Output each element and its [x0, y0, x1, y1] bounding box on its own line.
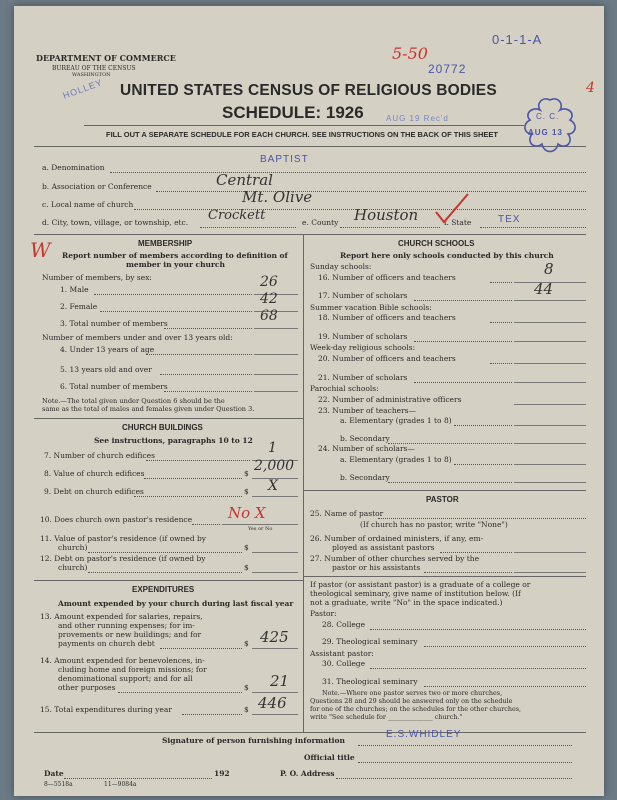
po-address-label: P. O. Address — [280, 769, 335, 778]
church-name-value: Mt. Olive — [242, 188, 313, 206]
schools-heading: CHURCH SCHOOLS — [398, 239, 475, 248]
q11-dollar: $ — [244, 543, 249, 552]
expenditures-sub: Amount expended by your church during last fiscal year — [58, 599, 294, 608]
q23a-label: a. Elementary (grades 1 to 8) — [340, 416, 452, 425]
signature-label: Signature of person furnishing information — [162, 736, 345, 745]
pastor-note-4: write "See schedule for ______________ church." — [310, 713, 463, 721]
membership-sub-2: member in your church — [126, 260, 225, 269]
q8-value: 2,000 — [254, 458, 295, 474]
q6-dots — [164, 391, 252, 392]
bureau-name: BUREAU OF THE CENSUS — [52, 65, 136, 72]
pastor-note-2: Questions 28 and 29 should be answered only on the schedule — [310, 697, 513, 705]
header-rule-bottom — [34, 146, 586, 147]
q30-label: 30. College — [322, 659, 366, 668]
buildings-heading: CHURCH BUILDINGS — [122, 423, 203, 432]
section-rule — [34, 234, 586, 235]
q31-dots — [424, 686, 586, 687]
assistant-label: Assistant pastor: — [310, 649, 374, 658]
graduate-line-2: theological seminary, give name of institution below. (If — [310, 589, 521, 598]
q8-dollar: $ — [244, 469, 249, 478]
denomination-value: BAPTIST — [260, 154, 309, 165]
q2-label: 2. Female — [60, 302, 98, 311]
q14-line-4: other purposes — [58, 683, 116, 692]
column-divider — [303, 234, 304, 732]
q24b-dots — [388, 482, 512, 483]
association-label: b. Association or Conference — [42, 182, 152, 191]
q12-dots — [88, 572, 242, 573]
q2-dots — [100, 311, 252, 312]
membership-note-1: Note.—The total given under Question 6 should be the — [42, 397, 225, 405]
q29-label: 29. Theological seminary — [322, 637, 418, 646]
q19-dots — [414, 341, 512, 342]
q22-line — [514, 404, 586, 405]
membership-note-2: same as the total of males and females given under Question 3. — [42, 405, 255, 413]
q13-dots — [160, 648, 242, 649]
q23a-dots — [454, 425, 512, 426]
graduate-line-1: If pastor (or assistant pastor) is a graduate of a college or — [310, 580, 531, 589]
q12-label-2: church) — [58, 563, 88, 572]
q28-label: 28. College — [322, 620, 366, 629]
flower-stamp-bottom: AUG 13 — [528, 128, 563, 137]
q9-value: X — [268, 478, 278, 494]
q25-hint: (If church has no pastor, write "None") — [360, 520, 508, 529]
date-label: Date — [44, 769, 64, 778]
print-code: 11—9084a — [104, 781, 137, 788]
q5-line — [254, 374, 298, 375]
q10-dots — [192, 524, 220, 525]
department-name: DEPARTMENT OF COMMERCE — [36, 53, 176, 63]
q14-value: 21 — [270, 672, 290, 690]
q9-label: 9. Debt on church edifices — [44, 487, 144, 496]
q21-dots — [414, 382, 512, 383]
q18-dots — [490, 322, 512, 323]
q22-label: 22. Number of administrative officers — [318, 395, 462, 404]
association-value: Central — [216, 171, 273, 189]
q2-value: 42 — [260, 291, 278, 307]
q8-dots — [144, 478, 242, 479]
form-number: 8—5518a — [44, 781, 73, 788]
signature-line — [358, 745, 572, 746]
q14-dots — [118, 692, 242, 693]
handwritten-ref: 5-50 — [392, 44, 428, 63]
q18-label: 18. Number of officers and teachers — [318, 313, 456, 322]
pastor-heading: PASTOR — [426, 495, 459, 504]
denomination-label: a. Denomination — [42, 163, 105, 172]
weekday-label: Week-day religious schools: — [310, 343, 416, 352]
expenditures-heading: EXPENDITURES — [132, 585, 195, 594]
q30-dots — [370, 668, 586, 669]
q23b-label: b. Secondary — [340, 434, 390, 443]
state-line — [480, 227, 586, 228]
q7-label: 7. Number of church edifices — [44, 451, 155, 460]
q15-label: 15. Total expenditures during year — [40, 705, 172, 714]
q5-dots — [160, 374, 252, 375]
q6-label: 6. Total number of members — [60, 382, 168, 391]
q26-dots — [440, 552, 512, 553]
graduate-line-3: not a graduate, write "No" in the space indicated.) — [310, 598, 503, 607]
q16-dots — [490, 282, 512, 283]
q24a-label: a. Elementary (grades 1 to 8) — [340, 455, 452, 464]
q13-line-4: payments on church debt — [58, 639, 155, 648]
county-label: e. County — [302, 218, 339, 227]
q9-line — [252, 496, 298, 497]
flower-stamp-top: C. C. — [536, 112, 560, 121]
q25-label: 25. Name of pastor — [310, 509, 384, 518]
q3-value: 68 — [260, 308, 278, 324]
received-stamp: AUG 19 Rec'd — [386, 114, 449, 123]
q15-dollar: $ — [244, 705, 249, 714]
membership-mark: W — [30, 238, 51, 262]
q15-value: 446 — [258, 694, 287, 712]
q11-label-1: 11. Value of pastor's residence (if owned by — [40, 534, 207, 543]
q6-line — [254, 391, 298, 392]
q29-dots — [424, 646, 586, 647]
vacation-label: Summer vacation Bible schools: — [310, 303, 432, 312]
q27-line-1: 27. Number of other churches served by the — [310, 554, 480, 563]
q11-dots — [88, 552, 242, 553]
q24a-dots — [454, 464, 512, 465]
q13-dollar: $ — [244, 639, 249, 648]
q4-line — [254, 354, 298, 355]
q12-line — [252, 572, 298, 573]
q7-value: 1 — [268, 440, 277, 456]
denomination-line — [110, 172, 586, 173]
pastor-rule — [303, 576, 586, 577]
q7-dots — [146, 460, 250, 461]
official-title-label: Official title — [304, 753, 355, 762]
q14-line-3: denominational support; and for all — [58, 674, 193, 683]
q8-label: 8. Value of church edifices — [44, 469, 145, 478]
q24-label: 24. Number of scholars— — [318, 444, 415, 453]
q9-dollar: $ — [244, 487, 249, 496]
q11-line — [252, 552, 298, 553]
county-value: Houston — [354, 206, 419, 224]
q27-dots — [424, 572, 512, 573]
footer-rule — [34, 732, 586, 733]
q1-value: 26 — [260, 274, 278, 290]
q27-line-2: pastor or his assistants — [332, 563, 421, 572]
q14-line-2: cluding home and foreign missions; for — [58, 665, 207, 674]
q25-dots — [378, 518, 586, 519]
city-line — [200, 227, 296, 228]
q1-label: 1. Male — [60, 285, 89, 294]
q10-line — [222, 524, 298, 525]
q28-dots — [370, 629, 586, 630]
membership-sub-1: Report number of members according to definition of — [62, 251, 288, 260]
q24a-line — [514, 464, 586, 465]
stamp-number: 20772 — [428, 62, 467, 76]
q15-line — [252, 714, 298, 715]
q13-line-3: provements or new buildings; and for — [58, 630, 202, 639]
q26-line — [514, 552, 586, 553]
q17-line — [514, 300, 586, 301]
q23-label: 23. Number of teachers— — [318, 406, 417, 415]
q24b-label: b. Secondary — [340, 473, 390, 482]
buildings-rule — [34, 580, 303, 581]
signature-value: E.S.WHIDLEY — [386, 729, 462, 740]
q1-dots — [94, 294, 252, 295]
q27-line — [514, 572, 586, 573]
q3-line — [254, 328, 298, 329]
association-line — [156, 191, 586, 192]
q9-dots — [134, 496, 242, 497]
q10-value: No X — [228, 504, 266, 522]
po-address-line — [336, 778, 572, 779]
q23a-line — [514, 425, 586, 426]
instruction-line: FILL OUT A SEPARATE SCHEDULE FOR EACH CHURCH. SEE INSTRUCTIONS ON THE BACK OF THIS SHEET — [106, 130, 498, 139]
official-title-line — [358, 762, 572, 763]
q20-label: 20. Number of officers and teachers — [318, 354, 456, 363]
q11-label-2: church) — [58, 543, 88, 552]
q26-line-2: ployed as assistant pastors — [332, 543, 435, 552]
flower-stamp — [518, 94, 582, 158]
q31-label: 31. Theological seminary — [322, 677, 418, 686]
q14-line-1: 14. Amount expended for benevolences, in- — [40, 656, 205, 665]
q5-label: 5. 13 years old and over — [60, 365, 152, 374]
year-label: 192 — [214, 769, 230, 778]
q13-line-2: and other running expenses; for im- — [58, 621, 195, 630]
state-value: TEX — [498, 214, 521, 225]
census-form — [14, 6, 604, 796]
form-title: UNITED STATES CENSUS OF RELIGIOUS BODIES — [120, 82, 497, 99]
schedule-title: SCHEDULE: 1926 — [222, 103, 364, 122]
red-number: 4 — [586, 80, 595, 96]
flower-stamp-icon — [518, 94, 582, 158]
city-label: d. City, town, village, or township, etc. — [42, 218, 189, 227]
q18-line — [514, 322, 586, 323]
pastor-label: Pastor: — [310, 609, 337, 618]
membership-heading: MEMBERSHIP — [138, 239, 193, 248]
q17-label: 17. Number of scholars — [318, 291, 408, 300]
schools-rule — [303, 490, 586, 491]
schools-sub: Report here only schools conducted by this church — [340, 251, 554, 260]
q10-hint: Yes or No — [248, 526, 273, 532]
q10-label: 10. Does church own pastor's residence — [40, 515, 193, 524]
q24b-line — [514, 482, 586, 483]
state-label: f. State — [444, 218, 472, 227]
q12-label-1: 12. Debt on pastor's residence (if owned by — [40, 554, 206, 563]
bureau-city: WASHINGTON — [72, 72, 111, 78]
q13-value: 425 — [260, 628, 289, 646]
q16-label: 16. Number of officers and teachers — [318, 273, 456, 282]
q17-dots — [414, 300, 512, 301]
q14-dollar: $ — [244, 683, 249, 692]
city-value: Crockett — [208, 208, 266, 223]
header-rule-top — [84, 125, 524, 126]
q13-line-1: 13. Amount expended for salaries, repairs, — [40, 612, 203, 621]
q3-label: 3. Total number of members — [60, 319, 168, 328]
members-by-sex: Number of members, by sex: — [42, 273, 152, 282]
church-name-label: c. Local name of church — [42, 200, 134, 209]
county-line — [340, 227, 440, 228]
q15-dots — [182, 714, 242, 715]
buildings-sub: See instructions, paragraphs 10 to 12 — [94, 436, 253, 445]
q14-line — [252, 692, 298, 693]
parochial-label: Parochial schools: — [310, 384, 379, 393]
q16-value: 8 — [544, 260, 554, 278]
q20-dots — [490, 363, 512, 364]
q21-label: 21. Number of scholars — [318, 373, 408, 382]
corner-code: 0-1-1-A — [492, 32, 543, 47]
q23b-line — [514, 443, 586, 444]
q3-dots — [164, 328, 252, 329]
q4-label: 4. Under 13 years of age — [60, 345, 155, 354]
q26-line-1: 26. Number of ordained ministers, if any, em- — [310, 534, 484, 543]
q20-line — [514, 363, 586, 364]
date-line — [64, 778, 212, 779]
q17-value: 44 — [534, 280, 554, 298]
q12-dollar: $ — [244, 563, 249, 572]
pastor-note-3: for one of the churches; on the schedules for the other churches, — [310, 705, 522, 713]
name-stamp: HOLLEY — [61, 77, 104, 101]
q19-label: 19. Number of scholars — [318, 332, 408, 341]
q4-dots — [146, 354, 252, 355]
pastor-note-1: Note.—Where one pastor serves two or more churches, — [322, 689, 503, 697]
age-label: Number of members under and over 13 years old: — [42, 333, 233, 342]
q21-line — [514, 382, 586, 383]
check-mark-icon — [434, 192, 470, 226]
membership-rule — [34, 418, 303, 419]
sunday-label: Sunday schools: — [310, 262, 372, 271]
q19-line — [514, 341, 586, 342]
q13-line — [252, 648, 298, 649]
